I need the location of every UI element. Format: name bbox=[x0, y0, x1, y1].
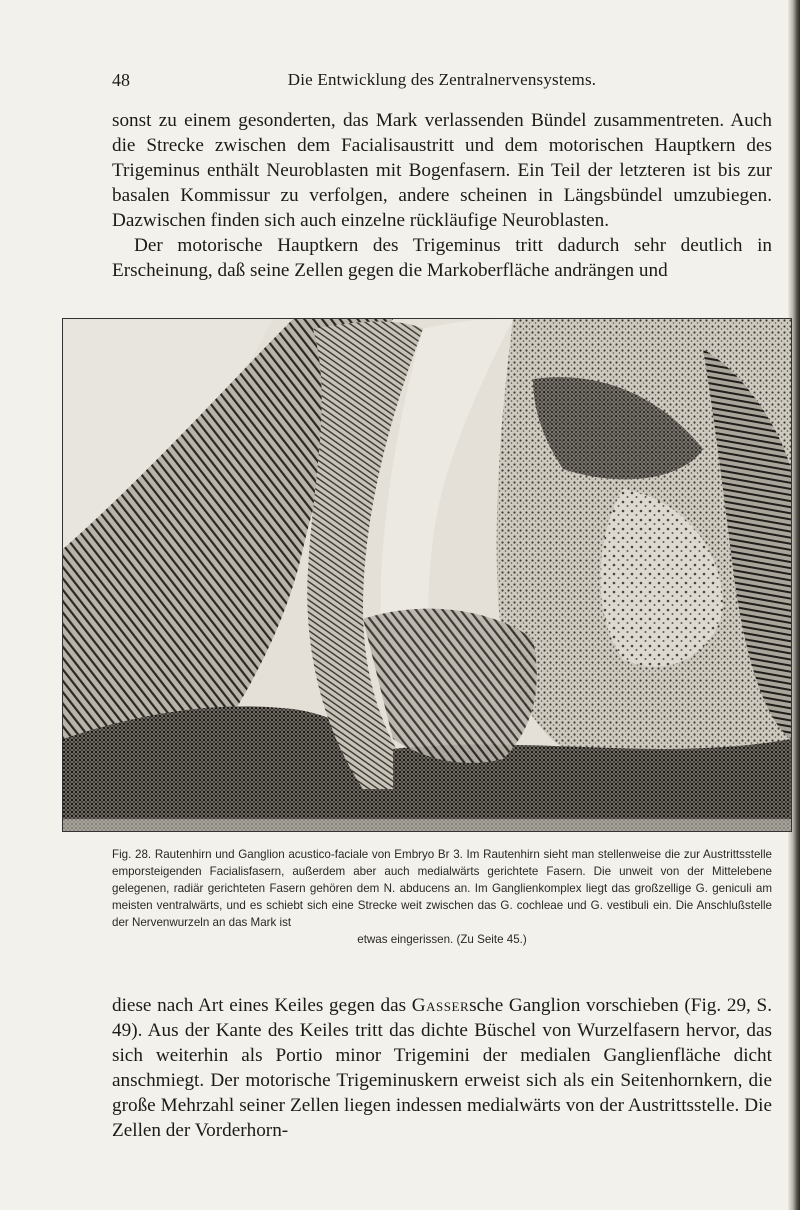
caption-last-line: etwas eingerissen. (Zu Seite 45.) bbox=[357, 933, 527, 946]
paragraph-3 bbox=[112, 993, 772, 1143]
caption-text: Rautenhirn und Ganglion acustico-faciale von Embryo Br 3. Im Rautenhirn sieht man stellenweise die zur Austrittsstelle emporsteigenden Facialisfasern, außerdem aber auch medialwärts gerichtete Fasern. Die unweit von der Mittelebene gelegenen, radiär gerichteten Fasern gehören dem N. abducens an. Im Ganglienkomplex liegt das großzellige G. geniculi am meisten ventralwärts, und es schiebt sich eine Strecke weit zwischen das G. cochleae und G. vestibuli ein. Die Anschlußstelle der Nervenwurzeln an das Mark ist bbox=[112, 848, 772, 929]
paragraph-3-start: diese nach Art eines Keiles gegen das bbox=[112, 995, 407, 1016]
micrograph-illustration bbox=[63, 319, 791, 831]
body-text-top bbox=[112, 108, 772, 283]
caption-label: Fig. 28. bbox=[112, 848, 152, 861]
page-header bbox=[112, 70, 772, 94]
figure-28-micrograph bbox=[62, 318, 792, 832]
paragraph-1: sonst zu einem gesonderten, das Mark verlassenden Bündel zusammentreten. Auch die Strecke zwischen dem Facialisaustritt und dem motorischen Hauptkern des Trigeminus enthält Neuroblasten mit Bogenfasern. Ein Teil der letzteren ist bis zur basalen Kommissur zu verfolgen, andere scheinen in Längsbündel umzubiegen. Dazwischen finden sich auch einzelne rückläufige Neuroblasten. bbox=[112, 110, 772, 231]
running-title: Die Entwicklung des Zentralnervensystems. bbox=[287, 70, 597, 89]
figure-caption bbox=[112, 846, 772, 948]
paragraph-2: Der motorische Hauptkern des Trigeminus tritt dadurch sehr deutlich in Erscheinung, daß seine Zellen gegen die Markoberfläche andrängen und bbox=[112, 235, 772, 281]
body-text-bottom bbox=[112, 993, 772, 1143]
page-number: 48 bbox=[112, 70, 130, 90]
paragraph-3-rest: sche Ganglion vorschieben (Fig. 29, S. 49). Aus der Kante des Keiles tritt das dichte Büschel von Wurzelfasern hervor, das sich weiterhin als Portio minor Trigemini der medialen Ganglienfläche dicht anschmiegt. Der motorische Trigeminuskern erweist sich als ein Seitenhornkern, die große Mehrzahl seiner Zellen liegen indessen medialwärts von der Austrittsstelle. Die Zellen der Vorderhorn- bbox=[112, 995, 772, 1141]
name-gasser: Gasser bbox=[411, 995, 470, 1016]
